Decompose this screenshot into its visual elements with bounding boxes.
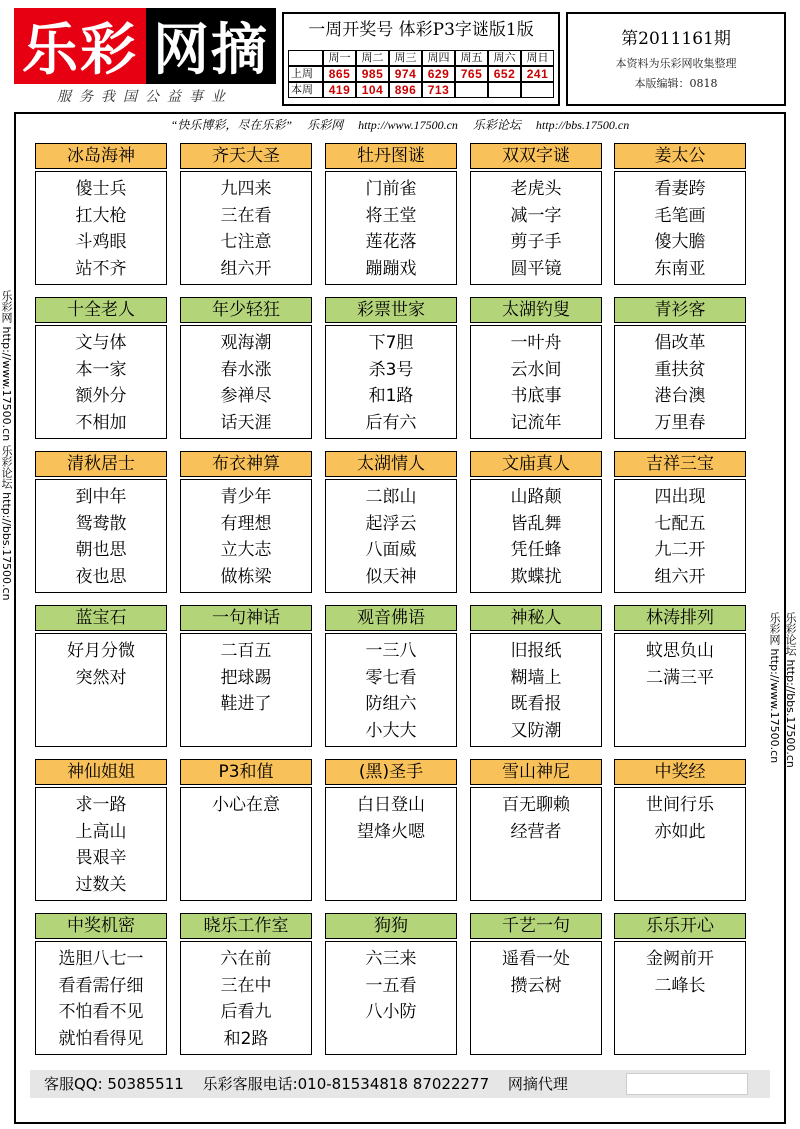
card-title: 一句神话 <box>180 605 312 631</box>
this-week-row <box>288 82 556 98</box>
card-line <box>615 999 745 1026</box>
card-body <box>614 479 746 593</box>
card-line: 组六开 <box>220 258 272 279</box>
banner-site-name: 乐彩网 <box>307 118 344 132</box>
card-body <box>614 171 746 285</box>
card-title: 彩票世家 <box>325 297 457 323</box>
last-week-row <box>288 66 556 82</box>
card-body <box>614 633 746 747</box>
card-line: 蹦蹦戏 <box>365 258 417 279</box>
card-line <box>181 872 311 899</box>
card-line: 下7胆 <box>368 333 414 353</box>
card-title: 年少轻狂 <box>180 297 312 323</box>
card-line: 做栋梁 <box>220 566 272 587</box>
card-line: 记流年 <box>510 412 562 433</box>
card-line: 六在前 <box>220 949 272 969</box>
draw-number <box>455 82 488 98</box>
card-title: 吉祥三宝 <box>614 451 746 477</box>
card-line: 白日登山 <box>357 795 425 815</box>
draw-number: 419 <box>323 82 356 98</box>
agent-box <box>626 1073 748 1095</box>
draw-number: 241 <box>521 66 554 82</box>
card-line: 遥看一处 <box>502 949 570 969</box>
card-line: 扛大枪 <box>75 205 127 226</box>
card-line: 防组六 <box>365 694 417 714</box>
card-line: 既看报 <box>510 694 562 714</box>
riddle-card <box>470 143 602 287</box>
card-body <box>180 325 312 439</box>
card-line: 零七看 <box>365 667 417 688</box>
card-body <box>614 941 746 1055</box>
riddle-card <box>180 451 312 595</box>
card-body <box>35 171 167 285</box>
card-body <box>470 171 602 285</box>
card-line: 毛笔画 <box>654 205 706 226</box>
draw-number: 974 <box>389 66 422 82</box>
card-line: 糊墙上 <box>510 667 562 688</box>
day-header: 周二 <box>356 50 389 66</box>
card-title: 太湖钓叟 <box>470 297 602 323</box>
card-line: 山路颠 <box>510 487 562 507</box>
card-title: 中奖机密 <box>35 913 167 939</box>
card-body <box>35 941 167 1055</box>
card-body <box>180 787 312 901</box>
card-line: 港台澳 <box>654 386 706 406</box>
card-line: 本一家 <box>75 359 127 380</box>
riddle-card <box>325 143 457 287</box>
card-line: 站不齐 <box>75 258 127 279</box>
card-line: 斗鸡眼 <box>75 232 127 252</box>
card-line: 攒云树 <box>510 975 562 996</box>
card-line <box>326 845 456 872</box>
card-body <box>614 787 746 901</box>
logo-black-text: 网摘 <box>146 8 276 84</box>
card-line: 重扶贫 <box>654 359 706 380</box>
card-title: 清秋居士 <box>35 451 167 477</box>
card-line <box>36 718 166 745</box>
riddle-card <box>35 759 167 903</box>
riddle-card <box>180 759 312 903</box>
card-line <box>615 845 745 872</box>
riddle-card <box>35 143 167 287</box>
footer-qq: 客服QQ: 50385511 <box>44 1075 184 1093</box>
card-line: 一五看 <box>365 975 417 996</box>
riddle-card <box>35 297 167 441</box>
card-line: 望烽火嗯 <box>357 821 425 842</box>
card-line: 欺蝶扰 <box>510 566 562 587</box>
card-line: 额外分 <box>75 386 127 406</box>
day-header: 周六 <box>488 50 521 66</box>
card-line: 旧报纸 <box>510 641 562 661</box>
riddle-card <box>180 913 312 1057</box>
card-line: 起浮云 <box>365 513 417 534</box>
banner-forum-name: 乐彩论坛 <box>472 118 521 132</box>
card-line: 小心在意 <box>212 795 280 815</box>
card-line <box>615 872 745 899</box>
card-title: 齐天大圣 <box>180 143 312 169</box>
corner-cell <box>288 50 323 66</box>
card-body <box>470 787 602 901</box>
riddle-card <box>35 605 167 749</box>
card-body <box>470 633 602 747</box>
card-line: 傻大膽 <box>654 232 706 252</box>
card-line: 三在中 <box>220 975 272 996</box>
draw-number: 985 <box>356 66 389 82</box>
card-line: 不相加 <box>75 412 127 433</box>
card-line <box>615 718 745 745</box>
card-line: 倡改革 <box>654 333 706 353</box>
riddle-card <box>470 451 602 595</box>
card-line <box>471 845 601 872</box>
card-title: 青衫客 <box>614 297 746 323</box>
card-line: 书底事 <box>510 386 562 406</box>
card-body <box>180 479 312 593</box>
draw-number: 896 <box>389 82 422 98</box>
card-title: 晓乐工作室 <box>180 913 312 939</box>
card-title: 神仙姐姐 <box>35 759 167 785</box>
riddle-card <box>325 913 457 1057</box>
card-line: 将王堂 <box>365 205 417 226</box>
card-line: 东南亚 <box>654 258 706 279</box>
card-line: 小大大 <box>365 720 417 741</box>
card-body <box>614 325 746 439</box>
card-line: 莲花落 <box>365 232 417 252</box>
card-body <box>325 479 457 593</box>
riddle-card <box>35 451 167 595</box>
card-body <box>35 633 167 747</box>
results-grid <box>288 50 556 98</box>
card-line <box>615 691 745 718</box>
card-body <box>180 633 312 747</box>
card-line: 傻士兵 <box>75 179 127 199</box>
row-label: 本周 <box>288 82 323 98</box>
card-line <box>181 718 311 745</box>
riddle-card <box>325 759 457 903</box>
card-line <box>615 1026 745 1053</box>
banner-quote: “快乐博彩，尽在乐彩” <box>170 118 293 132</box>
riddle-card <box>470 913 602 1057</box>
card-line: 看妻跨 <box>654 179 706 199</box>
card-title: 姜太公 <box>614 143 746 169</box>
card-line: 二郎山 <box>365 487 417 507</box>
card-body <box>325 171 457 285</box>
card-line: 参禅尽 <box>220 386 272 406</box>
card-line: 九二开 <box>654 540 706 560</box>
riddle-card <box>470 759 602 903</box>
card-line: 到中年 <box>75 487 127 507</box>
logo <box>14 8 276 106</box>
card-body <box>35 787 167 901</box>
riddle-card <box>470 605 602 749</box>
card-line: 有理想 <box>220 513 272 534</box>
card-line: 四出现 <box>654 487 706 507</box>
card-title: 十全老人 <box>35 297 167 323</box>
card-body <box>470 479 602 593</box>
card-line: 看看需仔细 <box>58 975 144 996</box>
card-line: 上高山 <box>75 821 127 842</box>
card-line: 二百五 <box>220 641 272 661</box>
card-line: 观海潮 <box>220 333 272 353</box>
day-header: 周三 <box>389 50 422 66</box>
riddle-card <box>614 605 746 749</box>
footer-agent: 网摘代理 <box>507 1075 568 1093</box>
riddle-card <box>614 297 746 441</box>
card-line <box>326 1026 456 1053</box>
draw-number: 865 <box>323 66 356 82</box>
riddle-card <box>180 143 312 287</box>
footer-phone: 乐彩客服电话:010-81534818 87022277 <box>202 1075 490 1093</box>
card-title: 布衣神算 <box>180 451 312 477</box>
card-line: 鞋进了 <box>220 694 272 714</box>
card-line: 世间行乐 <box>646 795 714 815</box>
card-line: 金阙前开 <box>646 949 714 969</box>
day-header: 周五 <box>455 50 488 66</box>
card-title: 雪山神尼 <box>470 759 602 785</box>
card-line: 春水涨 <box>220 359 272 380</box>
card-line: 七配五 <box>654 513 706 534</box>
card-line: 云水间 <box>510 359 562 380</box>
riddle-card <box>180 297 312 441</box>
card-line <box>181 845 311 872</box>
source-note: 本资料为乐彩网收集整理 <box>615 57 737 70</box>
day-header: 周日 <box>521 50 554 66</box>
card-title: 文庙真人 <box>470 451 602 477</box>
riddle-card <box>470 297 602 441</box>
card-title: 中奖经 <box>614 759 746 785</box>
footer <box>30 1070 770 1098</box>
card-line: 夜也思 <box>75 566 127 587</box>
riddle-card <box>325 451 457 595</box>
card-line: 七注意 <box>220 232 272 252</box>
draw-number <box>521 82 554 98</box>
card-line: 突然对 <box>75 667 127 688</box>
card-line: 立大志 <box>220 540 272 560</box>
card-title: 双双字谜 <box>470 143 602 169</box>
card-line <box>471 1026 601 1053</box>
card-line: 和2路 <box>223 1028 269 1049</box>
banner <box>16 116 784 134</box>
results-box <box>282 12 560 106</box>
card-line: 鸳鸯散 <box>75 513 127 534</box>
day-header: 周一 <box>323 50 356 66</box>
card-line <box>326 872 456 899</box>
card-line: 三在看 <box>220 205 272 226</box>
card-body <box>35 325 167 439</box>
card-line: 好月分微 <box>67 641 135 661</box>
card-body <box>35 479 167 593</box>
card-line <box>36 691 166 718</box>
card-line: 一叶舟 <box>510 333 562 353</box>
card-body <box>325 325 457 439</box>
card-line: 组六开 <box>654 566 706 587</box>
issue-box <box>566 12 786 106</box>
riddle-card <box>325 297 457 441</box>
card-line: 又防潮 <box>510 720 562 741</box>
card-body <box>325 633 457 747</box>
card-body <box>470 325 602 439</box>
card-line: 百无聊赖 <box>502 795 570 815</box>
draw-number: 713 <box>422 82 455 98</box>
draw-number: 104 <box>356 82 389 98</box>
card-line <box>181 819 311 846</box>
riddle-card <box>614 143 746 287</box>
card-line: 朝也思 <box>75 540 127 560</box>
card-line: 经营者 <box>510 821 562 842</box>
card-line: 凭任蜂 <box>510 540 562 560</box>
editor-note: 本版编辑：0818 <box>634 77 718 90</box>
issue-number: 第2011161期 <box>621 29 731 49</box>
riddle-card <box>35 913 167 1057</box>
card-title: 蓝宝石 <box>35 605 167 631</box>
card-line: 万里春 <box>654 412 706 433</box>
card-line: 八面威 <box>365 540 417 560</box>
card-line: 蚊思负山 <box>646 641 714 661</box>
card-line: 话天涯 <box>220 412 272 433</box>
card-line: 把球踢 <box>220 667 272 688</box>
card-title: 神秘人 <box>470 605 602 631</box>
logo-red-text: 乐彩 <box>14 8 146 84</box>
results-title: 一周开奖号 体彩P3字谜版1版 <box>308 20 534 40</box>
card-line: 六三来 <box>365 949 417 969</box>
card-line: 求一路 <box>75 795 127 815</box>
riddle-card <box>614 451 746 595</box>
card-title: 冰岛海神 <box>35 143 167 169</box>
slogan: 服务我国公益事业 <box>57 89 233 105</box>
card-line: 和1路 <box>368 386 414 406</box>
side-text-right-site: 乐彩网 http://www.17500.cn <box>768 612 781 764</box>
card-title: 乐乐开心 <box>614 913 746 939</box>
side-text-right-forum: 乐彩论坛 http://bbs.17500.cn <box>784 612 797 768</box>
card-title: 牡丹图谜 <box>325 143 457 169</box>
riddle-card <box>180 605 312 749</box>
card-line: 二峰长 <box>654 975 706 996</box>
card-title: 观音佛语 <box>325 605 457 631</box>
card-body <box>470 941 602 1055</box>
draw-number: 765 <box>455 66 488 82</box>
card-line: 不怕看不见 <box>58 1002 144 1022</box>
card-line: 畏艰辛 <box>75 848 127 868</box>
card-line: 二满三平 <box>646 667 714 688</box>
card-title: 林涛排列 <box>614 605 746 631</box>
banner-forum-link[interactable]: http://bbs.17500.cn <box>535 118 630 132</box>
card-title: 狗狗 <box>325 913 457 939</box>
card-line: 过数关 <box>75 874 127 895</box>
draw-number: 652 <box>488 66 521 82</box>
card-line: 减一字 <box>510 205 562 226</box>
card-line: 后看九 <box>220 1002 272 1022</box>
card-line: 亦如此 <box>654 821 706 842</box>
card-body <box>180 171 312 285</box>
draw-number: 629 <box>422 66 455 82</box>
card-line: 皆乱舞 <box>510 513 562 534</box>
card-line: 一三八 <box>365 641 417 661</box>
card-line: 后有六 <box>365 412 417 433</box>
days-row <box>288 50 556 66</box>
card-body <box>325 941 457 1055</box>
riddle-card <box>614 759 746 903</box>
card-line: 文与体 <box>75 333 127 353</box>
card-line: 八小防 <box>365 1002 417 1022</box>
draw-number <box>488 82 521 98</box>
card-line: 青少年 <box>220 487 272 507</box>
riddle-grid <box>15 133 785 1063</box>
card-title: 千艺一句 <box>470 913 602 939</box>
card-line: 就怕看得见 <box>58 1028 144 1049</box>
banner-site-link[interactable]: http://www.17500.cn <box>358 118 458 132</box>
card-line: 老虎头 <box>510 179 562 199</box>
day-header: 周四 <box>422 50 455 66</box>
card-title: P3和值 <box>180 759 312 785</box>
card-line: 选胆八七一 <box>58 949 144 969</box>
riddle-card <box>614 913 746 1057</box>
row-label: 上周 <box>288 66 323 82</box>
card-line: 似天神 <box>365 566 417 587</box>
card-line: 门前雀 <box>365 179 417 199</box>
card-body <box>180 941 312 1055</box>
side-text-left: 乐彩网 http://www.17500.cn 乐彩论坛 http://bbs.17500.cn <box>0 290 13 601</box>
riddle-card <box>325 605 457 749</box>
card-body <box>325 787 457 901</box>
card-line: 剪子手 <box>510 232 562 252</box>
card-line <box>471 999 601 1026</box>
card-line <box>471 872 601 899</box>
card-line: 杀3号 <box>368 359 414 380</box>
card-title: (黑)圣手 <box>325 759 457 785</box>
card-title: 太湖情人 <box>325 451 457 477</box>
logo-mark <box>14 8 276 84</box>
card-line: 圆平镜 <box>510 258 562 279</box>
card-line: 九四来 <box>220 179 272 199</box>
